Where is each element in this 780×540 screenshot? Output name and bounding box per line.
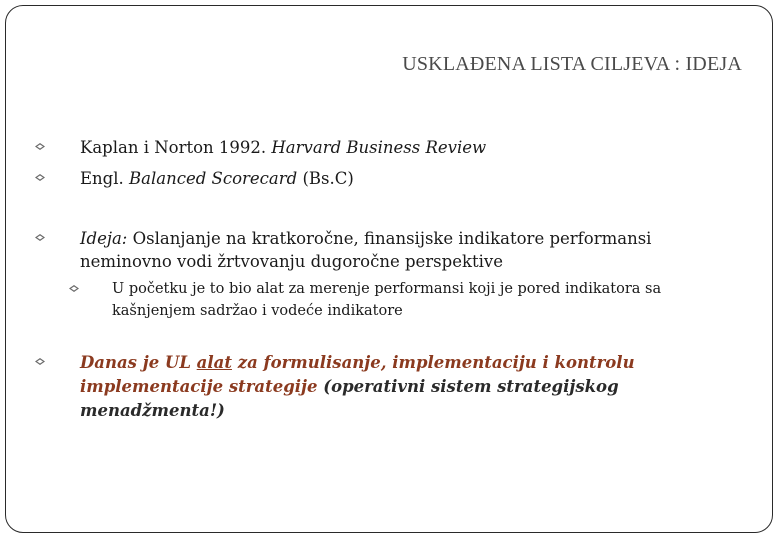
bullet-today-part2: za formulisanje, implementaciju i kontrolu implementacije strategije [80,353,635,396]
bullet-term: Balanced Scorecard [129,169,298,188]
bullet-journal: Harvard Business Review [271,138,487,157]
bullet-idea-label: Ideja: [80,229,128,248]
bullet-balanced-scorecard [80,167,354,190]
bullet-marker-icon [34,357,46,366]
bullet-prefix: Engl. [80,169,130,188]
bullet-idea [80,227,680,273]
sub-bullet-text: U početku je to bio alat za merenje performansi koji je pored indikatora sa kašnjenjem sadržao i vodeće indikatore [112,281,662,319]
slide-title: USKLAĐENA LISTA CILJEVA : IDEJA [402,53,742,75]
bullet-authors: Kaplan i Norton [80,138,214,157]
bullet-today-part1: Danas je UL [80,353,197,372]
sub-bullet-history [112,278,712,322]
alat-link[interactable]: alat [196,353,232,372]
bullet-marker-icon [34,173,46,182]
bullet-today [80,351,680,423]
bullet-year: 1992. [213,138,272,157]
bullet-marker-icon [34,142,46,151]
bullet-today-part3: (operativni sistem strategijskog menadžmenta!) [80,377,619,420]
bullet-kaplan-norton [80,136,486,159]
bullet-marker-icon [68,284,80,293]
bullet-marker-icon [34,233,46,242]
bullet-idea-text: Oslanjanje na kratkoročne, finansijske indikatore performansi neminovno vodi žrtvovanju dugoročne perspektive [80,229,652,271]
bullet-abbr: (Bs.C) [297,169,354,188]
